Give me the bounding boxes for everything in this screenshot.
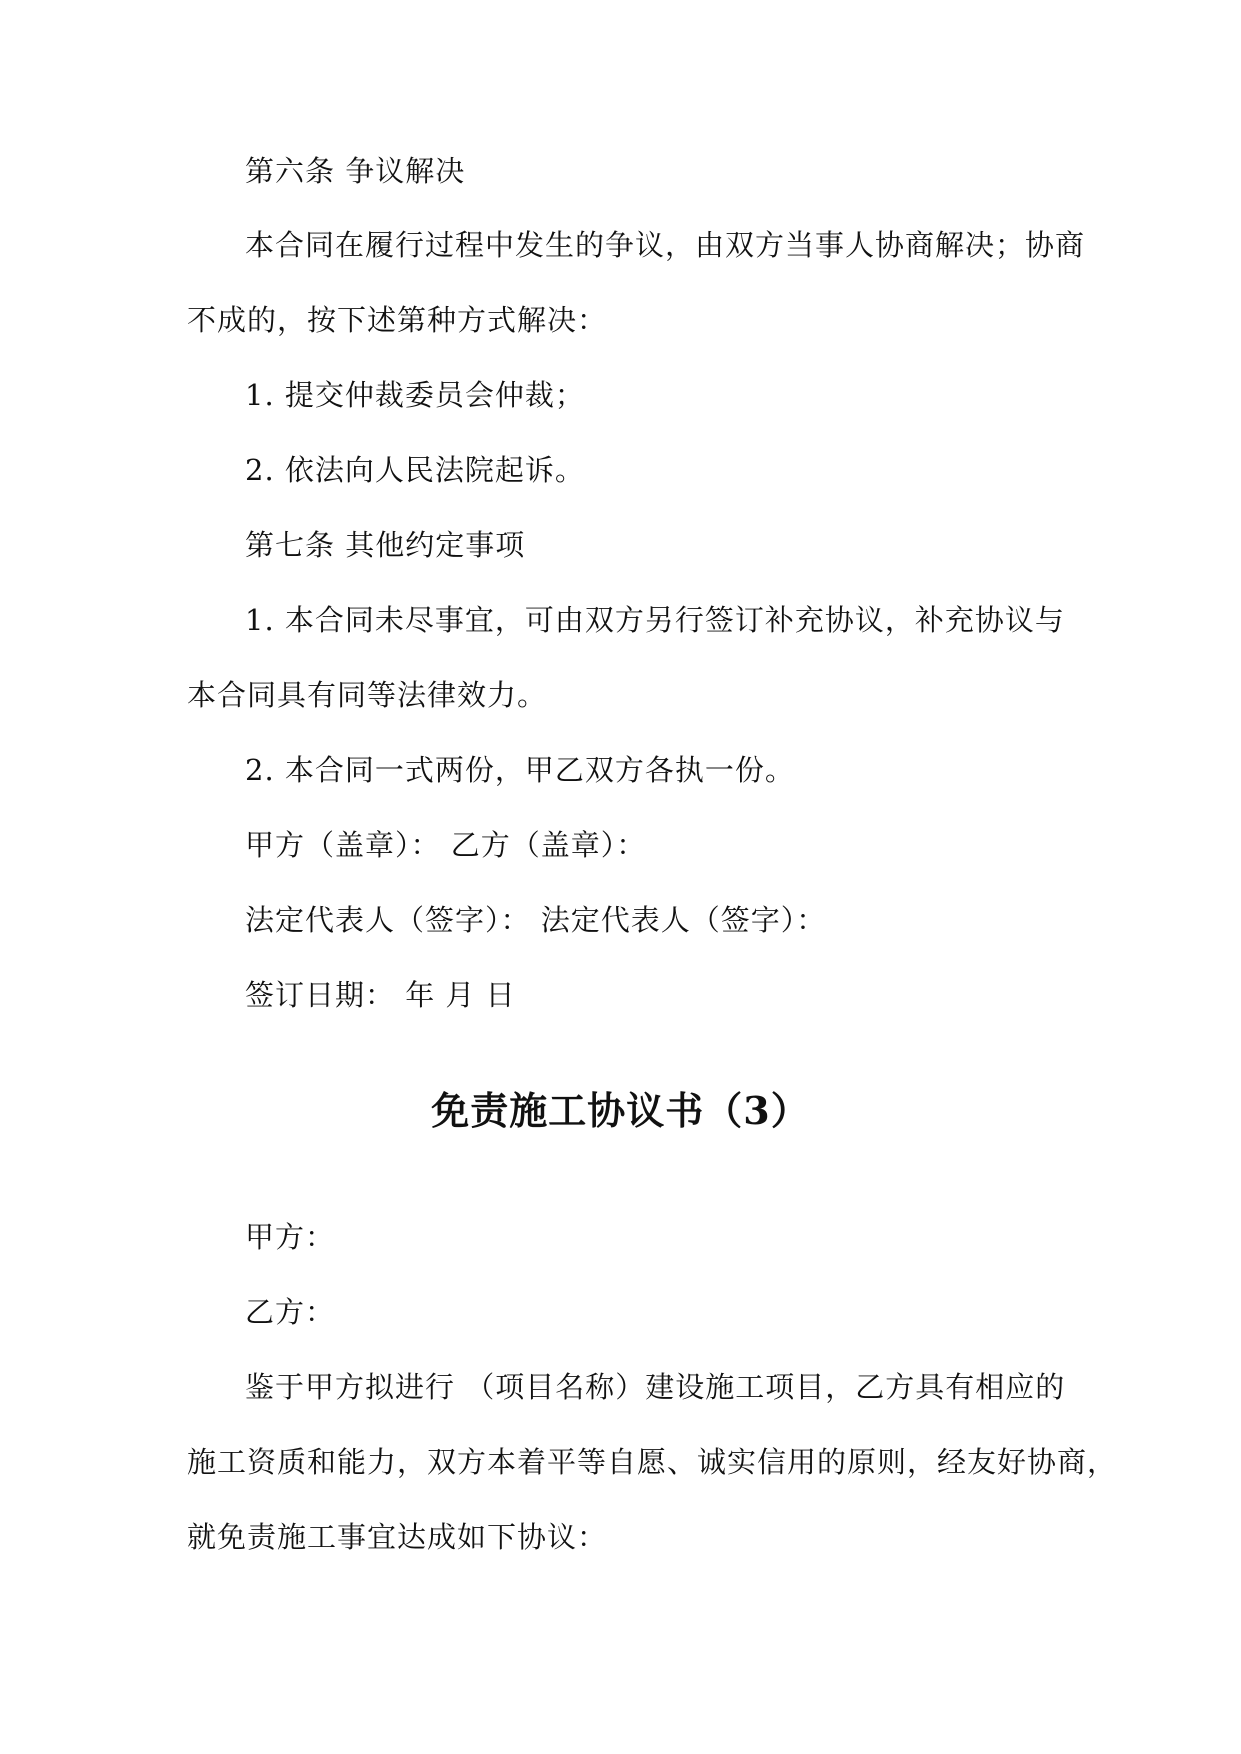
article-7-heading: 第七条 其他约定事项: [245, 528, 526, 562]
party-b-label: 乙方：: [245, 1295, 336, 1329]
article-7-item-1-line-1: 1. 本合同未尽事宜，可由双方另行签订补充协议，补充协议与: [245, 603, 1065, 637]
intro-line-2: 施工资质和能力，双方本着平等自愿、诚实信用的原则，经友好协商，: [187, 1445, 1118, 1479]
document-title: 免责施工协议书（3）: [431, 1088, 810, 1133]
article-6-paragraph-line-2: 不成的，按下述第种方式解决：: [187, 303, 608, 337]
article-6-heading: 第六条 争议解决: [245, 154, 466, 188]
sign-date-line: 签订日期： 年 月 日: [245, 978, 516, 1012]
article-7-item-2: 2. 本合同一式两份，甲乙双方各执一份。: [245, 753, 795, 787]
party-a-label: 甲方：: [245, 1220, 336, 1254]
intro-line-1: 鉴于甲方拟进行 （项目名称）建设施工项目，乙方具有相应的: [245, 1370, 1066, 1404]
seal-line: 甲方（盖章）： 乙方（盖章）：: [245, 828, 647, 862]
signature-line: 法定代表人（签字）： 法定代表人（签字）：: [245, 903, 827, 937]
article-6-paragraph-line-1: 本合同在履行过程中发生的争议，由双方当事人协商解决；协商: [245, 228, 1086, 262]
article-7-item-1-line-2: 本合同具有同等法律效力。: [187, 678, 548, 712]
article-6-item-1: 1. 提交仲裁委员会仲裁；: [245, 378, 585, 412]
article-6-item-2: 2. 依法向人民法院起诉。: [245, 453, 585, 487]
intro-line-3: 就免责施工事宜达成如下协议：: [187, 1520, 608, 1554]
